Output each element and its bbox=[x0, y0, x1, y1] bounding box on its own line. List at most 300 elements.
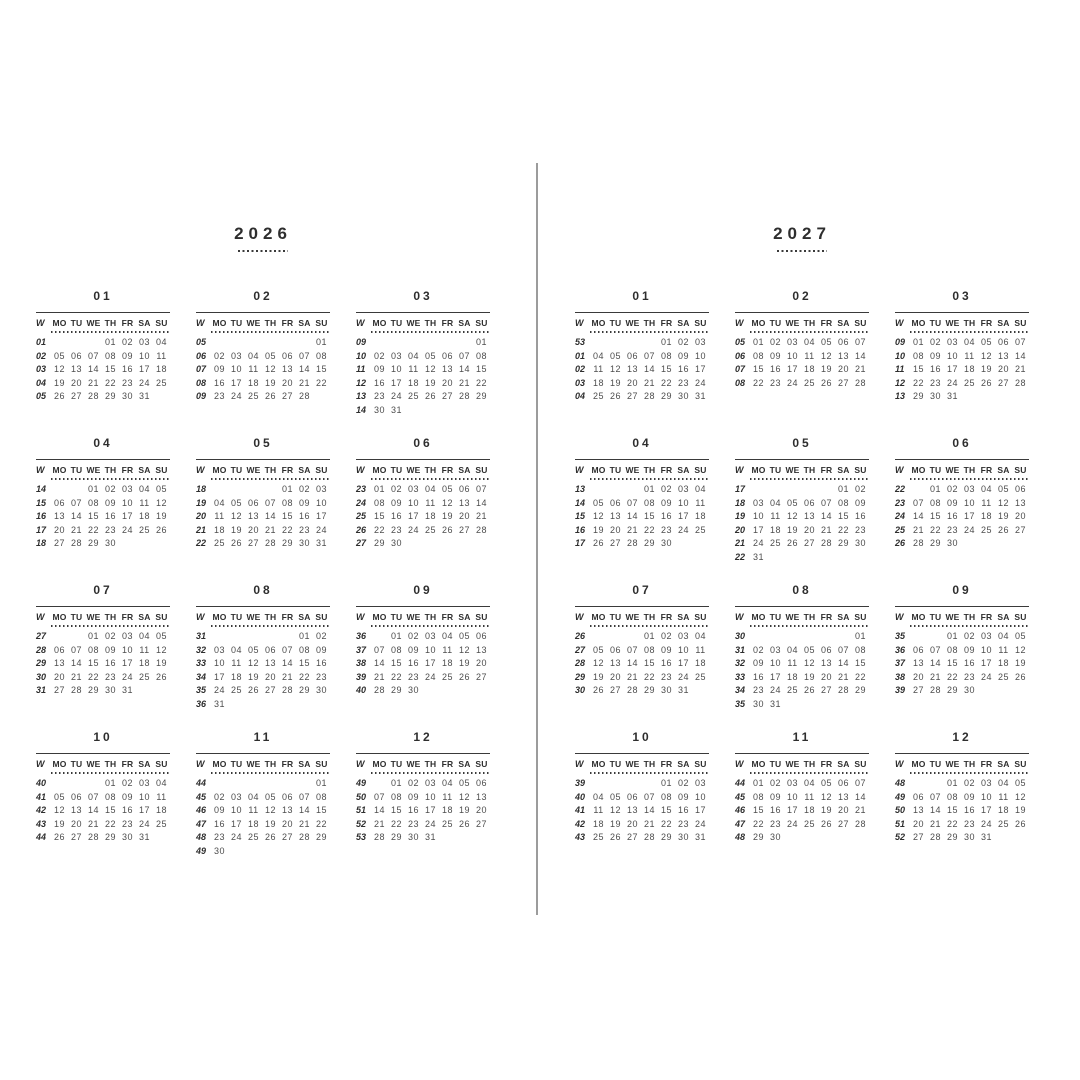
week-number: 11 bbox=[356, 364, 366, 374]
date-cell: 08 bbox=[643, 497, 655, 508]
date-cell: 08 bbox=[946, 644, 958, 655]
date-cell: 29 bbox=[660, 832, 672, 842]
day-header: MO bbox=[52, 612, 67, 622]
day-header: WE bbox=[945, 465, 960, 475]
date-cell: 13 bbox=[53, 511, 65, 521]
date-cell: 17 bbox=[424, 805, 436, 815]
week-number: 42 bbox=[36, 805, 47, 815]
date-cell: 02 bbox=[660, 631, 672, 641]
date-cell: 12 bbox=[441, 497, 453, 508]
date-cell: 29 bbox=[390, 685, 402, 695]
date-cell: 08 bbox=[837, 497, 849, 508]
date-cell: 09 bbox=[769, 350, 781, 361]
day-header: FR bbox=[281, 612, 294, 622]
date-cell: 24 bbox=[138, 818, 150, 829]
day-header: FR bbox=[660, 612, 673, 622]
date-cell: 28 bbox=[626, 538, 638, 548]
day-header: SA bbox=[298, 318, 311, 328]
date-cell: 03 bbox=[424, 631, 436, 641]
date-cell: 30 bbox=[121, 391, 133, 401]
day-header: TU bbox=[609, 759, 622, 769]
date-cell: 29 bbox=[104, 391, 116, 401]
date-cell: 27 bbox=[912, 685, 924, 695]
date-cell: 04 bbox=[980, 484, 992, 494]
week-number: 31 bbox=[36, 685, 47, 695]
date-cell: 28 bbox=[912, 538, 924, 548]
date-cell: 22 bbox=[315, 377, 327, 388]
day-header: SA bbox=[138, 465, 151, 475]
date-cell: 14 bbox=[458, 364, 470, 374]
date-cell: 02 bbox=[752, 644, 764, 655]
day-header: TH bbox=[963, 612, 976, 622]
date-cell: 23 bbox=[677, 377, 689, 388]
month-rule bbox=[575, 312, 709, 313]
date-cell: 24 bbox=[230, 832, 242, 842]
month-label: 09 bbox=[413, 583, 433, 597]
date-cell: 26 bbox=[980, 377, 992, 388]
date-cell: 11 bbox=[593, 805, 604, 815]
date-cell: 04 bbox=[213, 497, 225, 508]
date-cell: 07 bbox=[912, 497, 924, 508]
months-grid bbox=[36, 289, 490, 877]
day-header: MO bbox=[212, 465, 227, 475]
date-cell: 09 bbox=[104, 644, 116, 655]
header-dotted-rule bbox=[590, 478, 709, 480]
week-number: 14 bbox=[36, 484, 47, 494]
date-cell: 29 bbox=[104, 832, 116, 842]
date-cell: 01 bbox=[315, 778, 327, 788]
month-calendar bbox=[36, 583, 170, 730]
date-cell: 10 bbox=[213, 658, 225, 668]
week-number: 52 bbox=[895, 832, 906, 842]
week-number: 49 bbox=[356, 778, 367, 788]
month-grid bbox=[735, 316, 869, 390]
week-column-header: W bbox=[575, 759, 584, 769]
date-cell: 09 bbox=[213, 364, 225, 374]
date-cell: 16 bbox=[121, 805, 133, 815]
date-cell: 23 bbox=[407, 818, 419, 829]
date-cell: 13 bbox=[912, 805, 924, 815]
year-title: 2026 bbox=[234, 224, 292, 243]
day-header: FR bbox=[121, 759, 134, 769]
date-cell: 29 bbox=[315, 832, 327, 842]
day-header: TU bbox=[70, 318, 83, 328]
date-cell: 07 bbox=[475, 484, 487, 494]
month-rule bbox=[356, 459, 490, 460]
date-cell: 13 bbox=[912, 658, 924, 668]
day-header: SU bbox=[1014, 318, 1027, 328]
date-cell: 25 bbox=[694, 671, 706, 682]
day-header: TH bbox=[264, 465, 277, 475]
date-cell: 07 bbox=[70, 644, 82, 655]
date-cell: 22 bbox=[837, 524, 849, 535]
date-cell: 19 bbox=[458, 805, 470, 815]
month-rule bbox=[36, 753, 170, 754]
date-cell: 19 bbox=[155, 511, 167, 521]
week-number: 05 bbox=[196, 337, 207, 347]
date-cell: 20 bbox=[609, 524, 621, 535]
date-cell: 10 bbox=[315, 497, 327, 508]
date-cell: 09 bbox=[769, 791, 781, 802]
date-cell: 05 bbox=[997, 484, 1009, 494]
date-cell: 17 bbox=[946, 364, 958, 374]
date-cell: 27 bbox=[441, 391, 453, 401]
date-cell: 31 bbox=[752, 551, 764, 562]
date-cell: 12 bbox=[264, 805, 276, 815]
date-cell: 14 bbox=[626, 511, 638, 521]
date-cell: 27 bbox=[70, 391, 82, 401]
month-rule bbox=[895, 459, 1029, 460]
day-header: MO bbox=[212, 612, 227, 622]
date-cell: 01 bbox=[643, 631, 655, 641]
day-header: SU bbox=[475, 759, 488, 769]
date-cell: 09 bbox=[752, 658, 764, 668]
date-cell: 18 bbox=[155, 364, 167, 374]
date-cell: 08 bbox=[752, 791, 764, 802]
date-cell: 27 bbox=[281, 832, 293, 842]
date-cell: 20 bbox=[475, 805, 487, 815]
date-cell: 08 bbox=[643, 644, 655, 655]
date-cell: 22 bbox=[946, 671, 958, 682]
date-cell: 14 bbox=[373, 658, 385, 668]
day-header: TU bbox=[769, 318, 782, 328]
date-cell: 18 bbox=[786, 671, 798, 682]
header-dotted-rule bbox=[211, 772, 330, 774]
date-cell: 07 bbox=[87, 791, 99, 802]
date-cell: 30 bbox=[963, 832, 975, 842]
month-grid bbox=[356, 757, 490, 845]
date-cell: 12 bbox=[1014, 791, 1026, 802]
date-cell: 04 bbox=[963, 337, 975, 347]
date-cell: 21 bbox=[1014, 364, 1026, 374]
date-cell: 01 bbox=[946, 778, 958, 788]
date-cell: 29 bbox=[643, 685, 655, 695]
day-header: MO bbox=[52, 318, 67, 328]
date-cell: 17 bbox=[138, 364, 150, 374]
date-cell: 29 bbox=[752, 832, 764, 842]
day-header: TH bbox=[424, 318, 437, 328]
header-dotted-rule bbox=[371, 478, 490, 480]
day-header: TU bbox=[390, 465, 403, 475]
day-header: TU bbox=[609, 612, 622, 622]
date-cell: 11 bbox=[231, 658, 242, 668]
week-column-header: W bbox=[196, 612, 205, 622]
date-cell: 23 bbox=[946, 524, 958, 535]
week-number: 12 bbox=[895, 377, 906, 388]
date-cell: 08 bbox=[475, 350, 487, 361]
day-header: WE bbox=[246, 318, 261, 328]
date-cell: 23 bbox=[104, 524, 116, 535]
date-cell: 16 bbox=[946, 511, 958, 521]
week-number: 14 bbox=[575, 497, 586, 508]
week-number: 17 bbox=[575, 538, 586, 548]
date-cell: 19 bbox=[247, 671, 259, 682]
date-cell: 23 bbox=[373, 391, 385, 401]
date-cell: 31 bbox=[138, 832, 150, 842]
month-grid bbox=[356, 316, 490, 417]
date-cell: 06 bbox=[53, 644, 65, 655]
date-cell: 11 bbox=[248, 364, 259, 374]
date-cell: 23 bbox=[677, 818, 689, 829]
month-grid bbox=[196, 757, 330, 858]
date-cell: 25 bbox=[997, 671, 1009, 682]
date-cell: 25 bbox=[803, 377, 815, 388]
date-cell: 09 bbox=[929, 350, 941, 361]
date-cell: 26 bbox=[230, 538, 242, 548]
month-calendar bbox=[356, 436, 490, 583]
week-number: 19 bbox=[735, 511, 746, 521]
week-number: 29 bbox=[36, 658, 47, 668]
day-header: TU bbox=[390, 612, 403, 622]
day-header: FR bbox=[441, 759, 454, 769]
date-cell: 21 bbox=[458, 377, 470, 388]
week-number: 03 bbox=[575, 377, 586, 388]
date-cell: 03 bbox=[138, 778, 150, 788]
date-cell: 26 bbox=[264, 391, 276, 401]
date-cell: 28 bbox=[820, 538, 832, 548]
week-number: 28 bbox=[575, 658, 586, 668]
date-cell: 18 bbox=[803, 364, 815, 374]
date-cell: 25 bbox=[803, 818, 815, 829]
date-cell: 02 bbox=[769, 778, 781, 788]
date-cell: 11 bbox=[425, 497, 436, 508]
date-cell: 22 bbox=[390, 671, 402, 682]
date-cell: 01 bbox=[643, 484, 655, 494]
week-number: 43 bbox=[36, 818, 47, 829]
date-cell: 10 bbox=[407, 497, 419, 508]
date-cell: 12 bbox=[609, 364, 621, 374]
date-cell: 14 bbox=[70, 511, 82, 521]
date-cell: 02 bbox=[407, 631, 419, 641]
date-cell: 10 bbox=[121, 644, 133, 655]
date-cell: 11 bbox=[695, 497, 706, 508]
date-cell: 03 bbox=[677, 631, 689, 641]
date-cell: 31 bbox=[424, 832, 436, 842]
date-cell: 15 bbox=[752, 364, 764, 374]
date-cell: 09 bbox=[315, 644, 327, 655]
date-cell: 21 bbox=[626, 671, 638, 682]
date-cell: 27 bbox=[626, 391, 638, 401]
day-header: FR bbox=[980, 465, 993, 475]
date-cell: 28 bbox=[373, 832, 385, 842]
day-header: SA bbox=[458, 612, 471, 622]
date-cell: 06 bbox=[997, 337, 1009, 347]
date-cell: 06 bbox=[626, 791, 638, 802]
date-cell: 22 bbox=[475, 377, 487, 388]
day-header: SU bbox=[155, 465, 168, 475]
date-cell: 25 bbox=[980, 524, 992, 535]
date-cell: 16 bbox=[315, 658, 327, 668]
month-grid bbox=[36, 757, 170, 845]
day-header: SA bbox=[138, 318, 151, 328]
date-cell: 28 bbox=[298, 832, 310, 842]
month-grid bbox=[575, 757, 709, 845]
date-cell: 27 bbox=[803, 538, 815, 548]
date-cell: 10 bbox=[980, 791, 992, 802]
week-number: 50 bbox=[356, 791, 367, 802]
date-cell: 23 bbox=[121, 818, 133, 829]
day-header: TU bbox=[230, 612, 243, 622]
month-grid bbox=[895, 316, 1029, 404]
date-cell: 15 bbox=[104, 805, 116, 815]
date-cell: 04 bbox=[694, 631, 706, 641]
day-header: WE bbox=[246, 759, 261, 769]
day-header: SU bbox=[315, 318, 328, 328]
date-cell: 29 bbox=[854, 685, 866, 695]
day-header: WE bbox=[785, 759, 800, 769]
date-cell: 03 bbox=[213, 644, 225, 655]
date-cell: 12 bbox=[458, 791, 470, 802]
month-grid bbox=[735, 463, 869, 564]
date-cell: 25 bbox=[441, 818, 453, 829]
date-cell: 17 bbox=[315, 511, 327, 521]
week-number: 41 bbox=[575, 805, 586, 815]
date-cell: 21 bbox=[626, 524, 638, 535]
week-column-header: W bbox=[735, 612, 744, 622]
date-cell: 03 bbox=[407, 484, 419, 494]
week-column-header: W bbox=[356, 759, 365, 769]
day-header: WE bbox=[86, 759, 101, 769]
date-cell: 05 bbox=[609, 791, 621, 802]
week-number: 26 bbox=[575, 631, 586, 641]
date-cell: 26 bbox=[820, 377, 832, 388]
date-cell: 19 bbox=[264, 818, 276, 829]
date-cell: 13 bbox=[609, 658, 621, 668]
date-cell: 25 bbox=[138, 671, 150, 682]
date-cell: 12 bbox=[592, 658, 604, 668]
date-cell: 29 bbox=[837, 538, 849, 548]
week-number: 30 bbox=[575, 685, 586, 695]
date-cell: 08 bbox=[315, 350, 327, 361]
date-cell: 03 bbox=[786, 337, 798, 347]
week-number: 20 bbox=[196, 511, 207, 521]
month-calendar bbox=[895, 730, 1029, 877]
month-calendar bbox=[575, 436, 709, 583]
day-header: MO bbox=[911, 759, 926, 769]
date-cell: 28 bbox=[643, 832, 655, 842]
page-left-2026 bbox=[36, 224, 490, 877]
day-header: FR bbox=[820, 759, 833, 769]
date-cell: 27 bbox=[1014, 524, 1026, 535]
date-cell: 08 bbox=[281, 497, 293, 508]
day-header: SU bbox=[155, 318, 168, 328]
day-header: SA bbox=[677, 318, 690, 328]
date-cell: 03 bbox=[769, 644, 781, 655]
date-cell: 30 bbox=[104, 538, 116, 548]
date-cell: 16 bbox=[407, 658, 419, 668]
date-cell: 18 bbox=[155, 805, 167, 815]
date-cell: 10 bbox=[138, 350, 150, 361]
day-header: FR bbox=[121, 612, 134, 622]
date-cell: 12 bbox=[155, 644, 167, 655]
week-number: 52 bbox=[356, 818, 367, 829]
date-cell: 28 bbox=[87, 391, 99, 401]
date-cell: 26 bbox=[609, 832, 621, 842]
date-cell: 24 bbox=[752, 538, 764, 548]
day-header: MO bbox=[591, 318, 606, 328]
day-header: FR bbox=[820, 465, 833, 475]
day-header: SA bbox=[298, 759, 311, 769]
week-number: 20 bbox=[735, 524, 746, 535]
week-column-header: W bbox=[735, 318, 744, 328]
day-header: MO bbox=[591, 465, 606, 475]
date-cell: 06 bbox=[281, 350, 293, 361]
date-cell: 20 bbox=[912, 818, 924, 829]
month-calendar bbox=[895, 289, 1029, 436]
day-header: FR bbox=[980, 612, 993, 622]
month-calendar bbox=[196, 583, 330, 730]
week-number: 21 bbox=[735, 538, 746, 548]
date-cell: 17 bbox=[980, 805, 992, 815]
date-cell: 31 bbox=[213, 698, 225, 709]
month-calendar bbox=[735, 436, 869, 583]
date-cell: 21 bbox=[837, 671, 849, 682]
date-cell: 31 bbox=[138, 391, 150, 401]
day-header: MO bbox=[911, 612, 926, 622]
date-cell: 18 bbox=[247, 377, 259, 388]
date-cell: 10 bbox=[677, 497, 689, 508]
month-calendar bbox=[735, 289, 869, 436]
date-cell: 15 bbox=[643, 658, 655, 668]
month-calendar bbox=[36, 289, 170, 436]
date-cell: 03 bbox=[121, 484, 133, 494]
week-number: 04 bbox=[575, 391, 586, 401]
week-number: 48 bbox=[895, 778, 906, 788]
week-number: 34 bbox=[735, 685, 746, 695]
date-cell: 14 bbox=[820, 511, 832, 521]
date-cell: 04 bbox=[138, 484, 150, 494]
day-header: TU bbox=[390, 759, 403, 769]
date-cell: 01 bbox=[475, 337, 487, 347]
date-cell: 10 bbox=[769, 658, 781, 668]
day-header: SA bbox=[997, 465, 1010, 475]
day-header: TH bbox=[264, 318, 277, 328]
date-cell: 08 bbox=[854, 644, 866, 655]
date-cell: 28 bbox=[475, 524, 487, 535]
date-cell: 20 bbox=[264, 671, 276, 682]
date-cell: 28 bbox=[1014, 377, 1026, 388]
day-header: SU bbox=[475, 612, 488, 622]
date-cell: 16 bbox=[677, 364, 689, 374]
date-cell: 26 bbox=[609, 391, 621, 401]
date-cell: 14 bbox=[626, 658, 638, 668]
date-cell: 01 bbox=[87, 484, 99, 494]
date-cell: 30 bbox=[752, 698, 764, 709]
date-cell: 03 bbox=[694, 778, 706, 788]
day-header: MO bbox=[52, 759, 67, 769]
day-header: TH bbox=[963, 465, 976, 475]
day-header: SU bbox=[155, 759, 168, 769]
date-cell: 01 bbox=[946, 631, 958, 641]
month-rule bbox=[895, 753, 1029, 754]
month-rule bbox=[196, 312, 330, 313]
date-cell: 02 bbox=[104, 484, 116, 494]
week-number: 28 bbox=[36, 644, 47, 655]
date-cell: 10 bbox=[694, 350, 706, 361]
month-rule bbox=[575, 459, 709, 460]
day-header: SU bbox=[1014, 759, 1027, 769]
day-header: FR bbox=[281, 465, 294, 475]
date-cell: 27 bbox=[475, 818, 487, 829]
date-cell: 13 bbox=[997, 350, 1009, 361]
date-cell: 07 bbox=[70, 497, 82, 508]
date-cell: 13 bbox=[626, 364, 638, 374]
date-cell: 27 bbox=[997, 377, 1009, 388]
day-header: FR bbox=[660, 465, 673, 475]
week-number: 49 bbox=[895, 791, 906, 802]
date-cell: 02 bbox=[946, 484, 958, 494]
day-header: TH bbox=[264, 612, 277, 622]
